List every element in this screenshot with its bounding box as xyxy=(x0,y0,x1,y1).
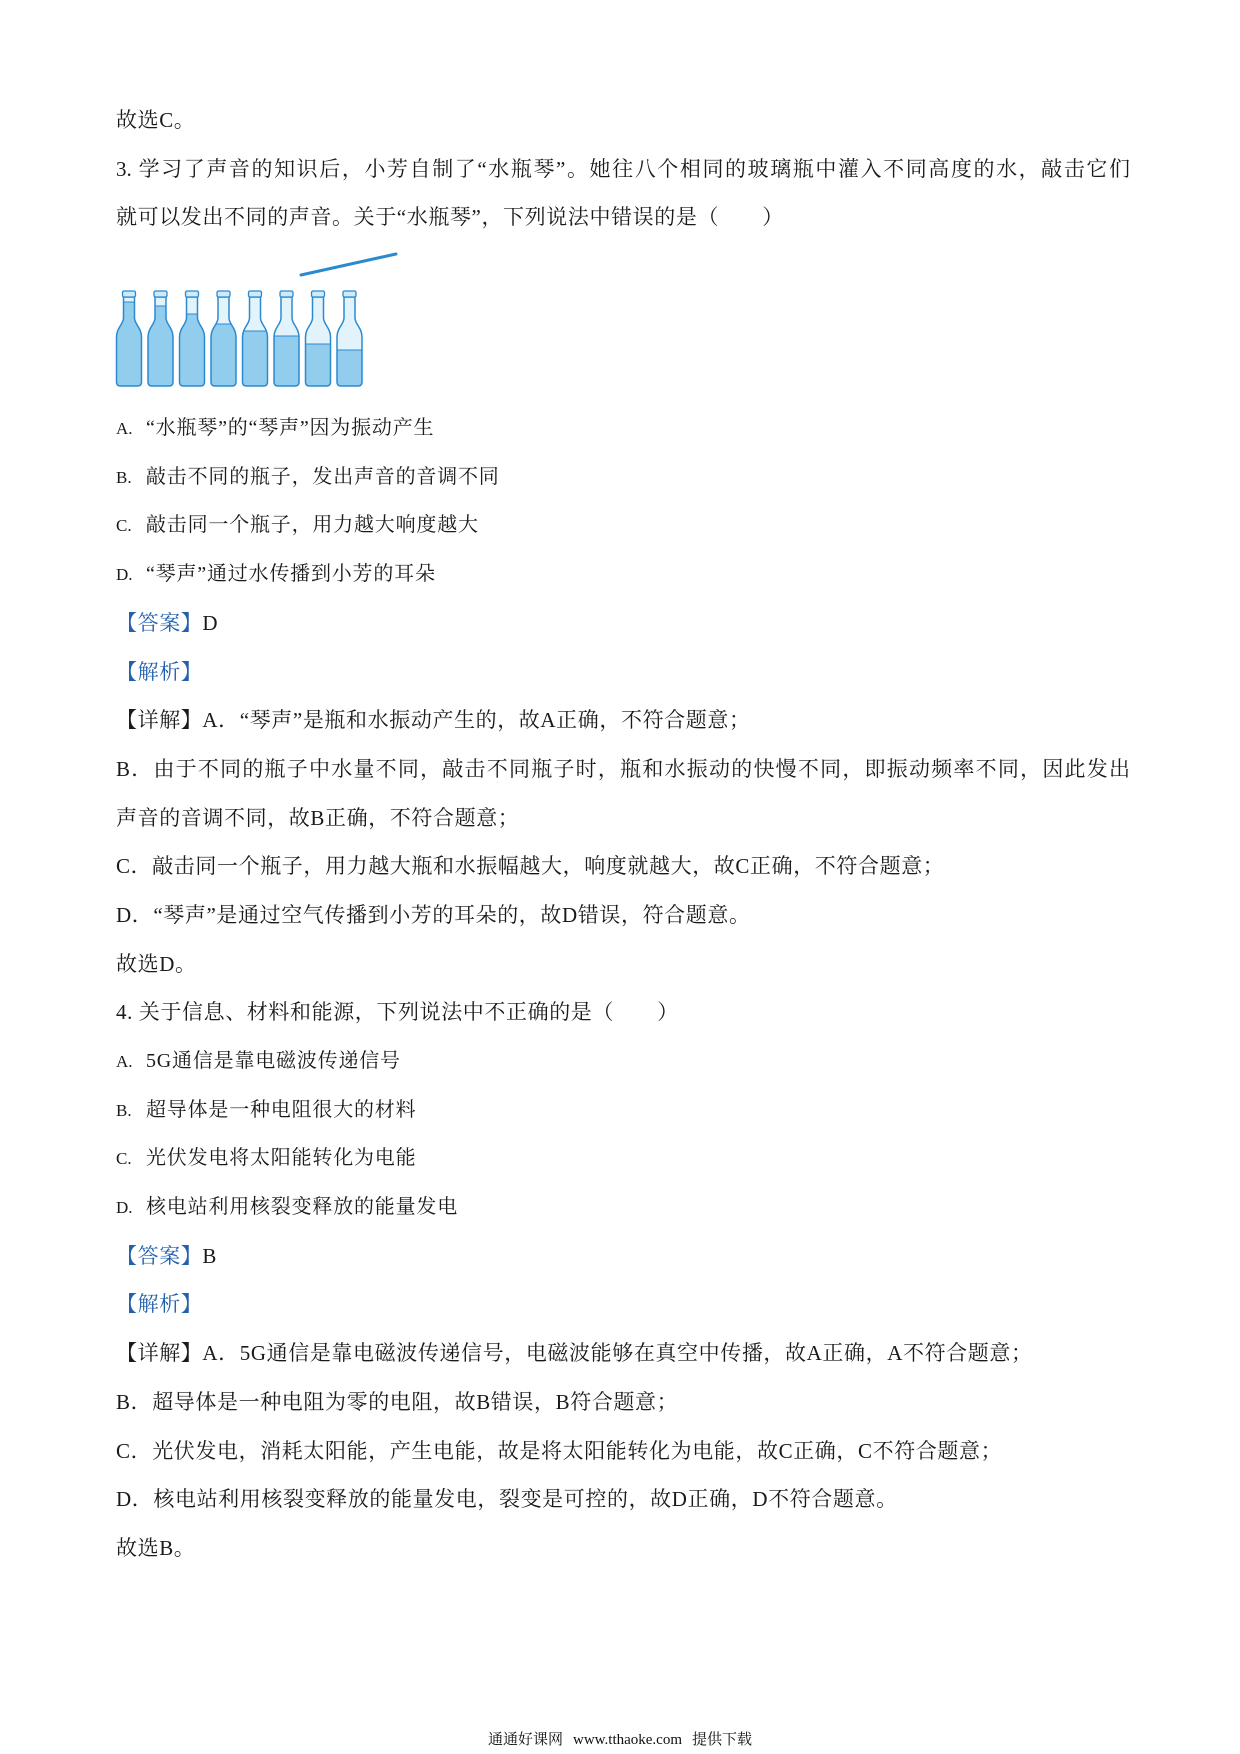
option-text: 敲击同一个瓶子，用力越大响度越大 xyxy=(146,514,479,537)
bottle-cap xyxy=(123,291,136,297)
detail-text: A．5G通信是靠电磁波传递信号，电磁波能够在真空中传播，故A正确，A不符合题意； xyxy=(202,1341,1033,1366)
analysis-tag: 【解析】 xyxy=(116,1292,203,1317)
q4-detail-line-4: D．核电站利用核裂变释放的能量发电，裂变是可控的，故D正确，D不符合题意。 xyxy=(116,1487,898,1512)
bottle xyxy=(337,291,363,392)
q4-option-b xyxy=(116,1086,1130,1135)
answer-value: D xyxy=(202,610,219,635)
q3-option-a xyxy=(116,404,1130,453)
water-bottles-illustration xyxy=(110,242,430,404)
footer-site-name: 通通好课网 xyxy=(487,1732,563,1748)
answer-tag: 【答案】 xyxy=(116,610,203,635)
document-body xyxy=(116,96,1130,1573)
q3-detail-line-5: D．“琴声”是通过空气传播到小芳的耳朵的，故D错误，符合题意。 xyxy=(116,902,751,927)
q4-detail-line-1 xyxy=(116,1329,1130,1378)
bottle xyxy=(211,291,237,392)
bottle-water xyxy=(116,302,142,392)
q3-option-c xyxy=(116,501,1130,550)
q4-detail-line-3: C．光伏发电，消耗太阳能，产生电能，故是将太阳能转化为电能，故C正确，C不符合题意； xyxy=(116,1438,1003,1463)
detail-tag: 【详解】 xyxy=(116,1341,203,1366)
option-text: “水瓶琴”的“琴声”因为振动产生 xyxy=(146,417,435,440)
bottle-row xyxy=(116,291,363,392)
q4-answer xyxy=(116,1232,1130,1281)
bottle xyxy=(179,291,205,392)
water-bottle-instrument-figure xyxy=(116,242,1130,404)
q3-stem-line-2: 就可以发出不同的声音。关于“水瓶琴”，下列说法中错误的是（ ） xyxy=(116,205,784,230)
bottle xyxy=(148,291,174,392)
bottle xyxy=(305,291,331,392)
bottle xyxy=(242,291,268,392)
option-text: 光伏发电将太阳能转化为电能 xyxy=(146,1147,417,1170)
detail-tag: 【详解】 xyxy=(116,708,203,733)
bottle-cap xyxy=(217,291,230,297)
page-footer xyxy=(0,1730,1240,1750)
answer-tag: 【答案】 xyxy=(116,1243,203,1268)
option-text: 核电站利用核裂变释放的能量发电 xyxy=(146,1196,458,1219)
q4-option-d xyxy=(116,1183,1130,1232)
option-label: D. xyxy=(116,1198,133,1218)
q4-stem: 4. 关于信息、材料和能源，下列说法中不正确的是（ ） xyxy=(116,1000,679,1025)
q3-detail-line-2: B．由于不同的瓶子中水量不同，敲击不同瓶子时，瓶和水振动的快慢不同，即振动频率不同，因此发出 xyxy=(116,756,1130,781)
q4-conclusion: 故选B。 xyxy=(116,1535,196,1560)
q4-option-c xyxy=(116,1134,1130,1183)
q4-analysis-heading xyxy=(116,1280,1130,1329)
bottle-water xyxy=(148,306,174,392)
option-label: D. xyxy=(116,565,133,585)
bottle xyxy=(116,291,142,392)
bottle-cap xyxy=(249,291,262,297)
bottle xyxy=(274,291,300,392)
q4-detail-line-2: B．超导体是一种电阻为零的电阻，故B错误，B符合题意； xyxy=(116,1389,679,1414)
option-label: B. xyxy=(116,1100,132,1120)
bottle-cap xyxy=(312,291,325,297)
option-text: 敲击不同的瓶子，发出声音的音调不同 xyxy=(146,465,500,488)
q3-detail-line-4: C．敲击同一个瓶子，用力越大瓶和水振幅越大，响度就越大，故C正确，不符合题意； xyxy=(116,854,945,879)
option-text: 超导体是一种电阻很大的材料 xyxy=(146,1098,417,1121)
q4-option-a xyxy=(116,1037,1130,1086)
bottle-water xyxy=(274,336,300,392)
bottle-water xyxy=(305,344,331,392)
footer-suffix: 提供下载 xyxy=(692,1732,753,1748)
option-label: A. xyxy=(116,1052,133,1071)
q3-answer xyxy=(116,599,1130,648)
analysis-tag: 【解析】 xyxy=(116,659,203,684)
bottle-cap xyxy=(343,291,356,297)
detail-text: A．“琴声”是瓶和水振动产生的，故A正确，不符合题意； xyxy=(202,708,751,733)
bottle-water xyxy=(242,331,268,392)
option-text: 5G通信是靠电磁波传递信号 xyxy=(146,1050,401,1072)
q3-conclusion: 故选D。 xyxy=(116,951,197,976)
bottle-cap xyxy=(280,291,293,297)
option-label: C. xyxy=(116,516,132,536)
bottle-water xyxy=(211,324,237,392)
q3-option-b xyxy=(116,453,1130,502)
q3-option-d xyxy=(116,550,1130,599)
bottle-cap xyxy=(186,291,199,297)
option-label: C. xyxy=(116,1149,132,1169)
striking-stick xyxy=(301,254,396,275)
q3-detail-line-1 xyxy=(116,696,1130,745)
footer-url: www.tthaoke.com xyxy=(573,1732,682,1748)
option-label: B. xyxy=(116,467,132,487)
answer-value: B xyxy=(202,1243,218,1268)
bottle-cap xyxy=(154,291,167,297)
q3-analysis-heading xyxy=(116,648,1130,697)
previous-conclusion: 故选C。 xyxy=(116,108,196,132)
option-text: “琴声”通过水传播到小芳的耳朵 xyxy=(146,563,436,586)
option-label: A. xyxy=(116,419,133,439)
q3-stem-line-1: 3. 学习了声音的知识后，小芳自制了“水瓶琴”。她往八个相同的玻璃瓶中灌入不同高度的水，敲击它们 xyxy=(116,156,1130,181)
q3-detail-line-3: 声音的音调不同，故B正确，不符合题意； xyxy=(116,805,520,830)
